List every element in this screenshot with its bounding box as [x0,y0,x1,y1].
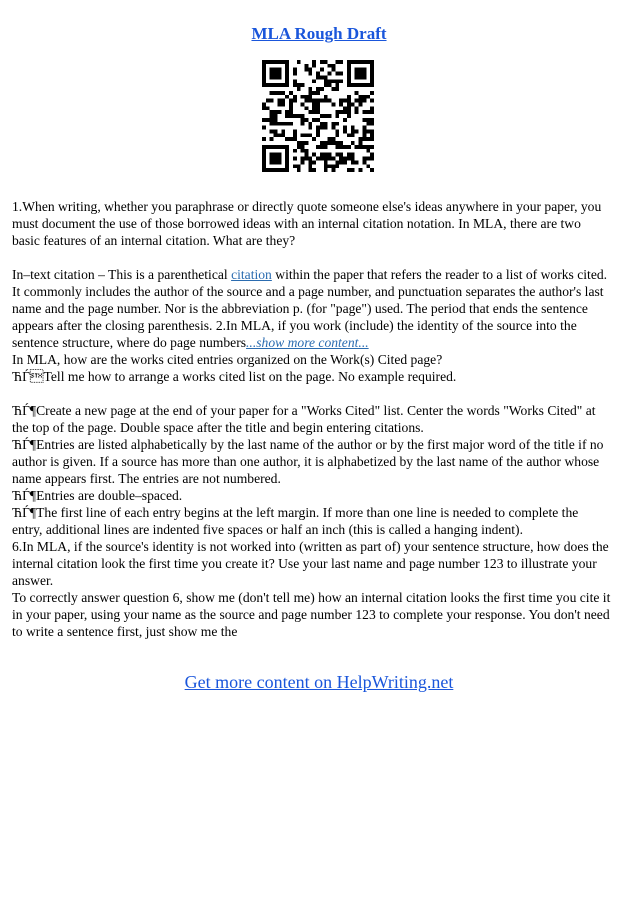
answer-1 [12,266,612,351]
footer-link[interactable]: Get more content on HelpWriting.net [184,672,454,692]
bullet-2: ЋЃ¶Entries are listed alphabetically by the last name of the author or by the first major word of the title if no author is given. If a source has more than one author, it is alphabetized by the last name of the author whose name appears first. The entries are not numbered. [12,437,604,486]
answer-1-text-start: In–text citation – This is a parenthetical [12,267,232,282]
question-3-instruction: ЋЃTell me how to arrange a works cited list on the page. No example required. [12,369,457,384]
question-6-instruction: To correctly answer question 6, show me (don't tell me) how an internal citation looks the first time you cite it in your paper, using your name as the source and page number 123 to complete your response. You don't need to write a sentence first, just show me the [12,590,611,639]
bullet-3: ЋЃ¶Entries are double–spaced. [12,488,183,503]
page-title[interactable]: MLA Rough Draft [251,24,387,43]
document-body [12,198,612,640]
bullet-4: ЋЃ¶The first line of each entry begins at the left margin. If more than one line is needed to complete the entry, additional lines are indented five spaces or half an inch (this is called a hanging indent). [12,505,579,537]
question-1: 1.When writing, whether you paraphrase or directly quote someone else's ideas anywhere in your paper, you must document the use of those borrowed ideas with an internal citation notation. In MLA, there are two basic features of an internal citation. What are they? [12,199,602,248]
question-3: In MLA, how are the works cited entries organized on the Work(s) Cited page? [12,352,443,367]
question-6: 6.In MLA, if the source's identity is not worked into (written as part of) your sentence structure, how does the internal citation look the first time you create it? Use your last name and page number 123 to illustrate your answer. [12,539,609,588]
bullet-1: ЋЃ¶Create a new page at the end of your paper for a "Works Cited" list. Center the words "Works Cited" at the top of the page. Double space after the title and begin entering citations. [12,403,596,435]
citation-link[interactable]: citation [231,267,272,282]
qr-code-icon [262,60,374,172]
show-more-link[interactable]: ...show more content... [246,335,369,350]
answer-1-text-end: within the paper that refers the reader to a list of works cited. It commonly includes the author of the source and a page number, and punctuation separates the author's last name and the page number. Nor is the abbreviation p. (for "page") used. The period that ends the sentence appears after the closing parenthesis. 2.In MLA, if you work (include) the identity of the source into the sentence structure, where do page numbers [12,267,608,350]
